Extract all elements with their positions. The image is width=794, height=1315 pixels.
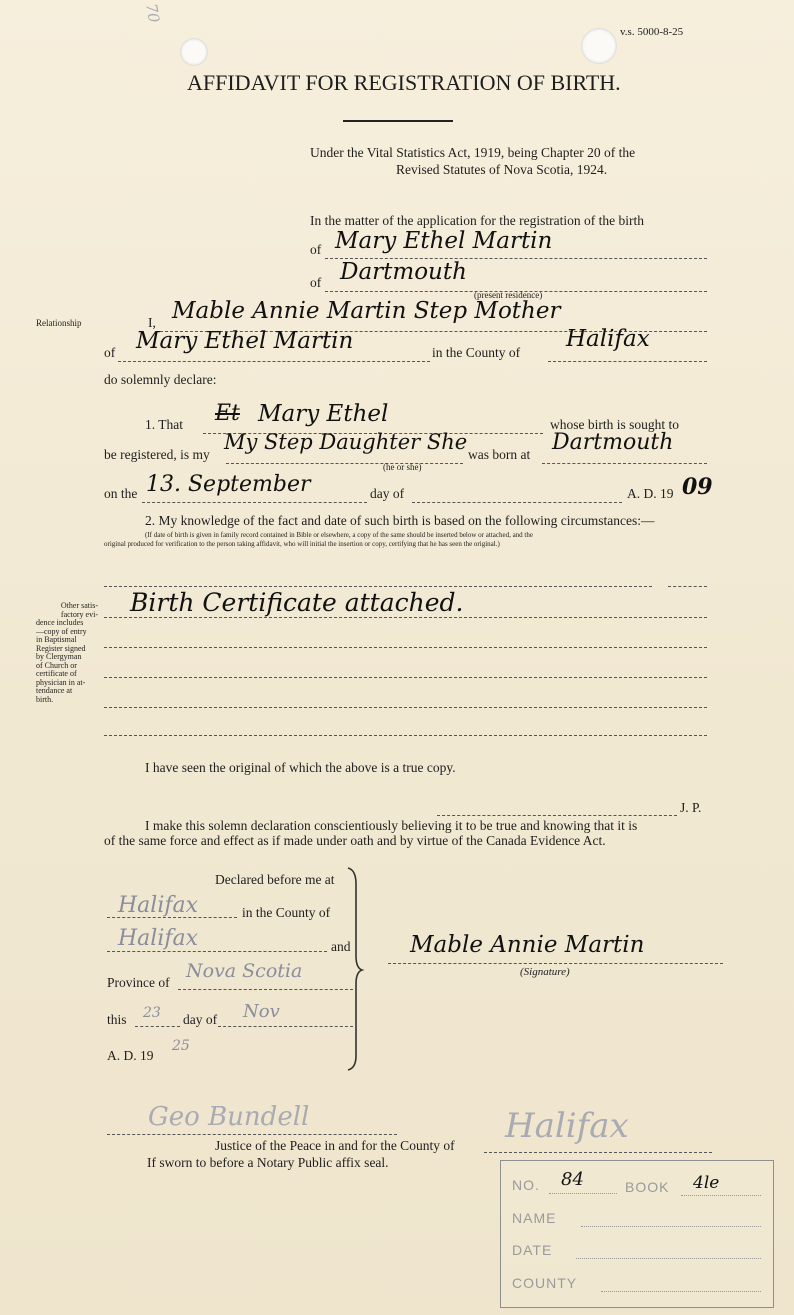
stamp-county-label: COUNTY — [512, 1275, 578, 1291]
province-value: Nova Scotia — [186, 960, 303, 982]
birth-day: 13. September — [146, 472, 311, 497]
justice-signature-line — [107, 1134, 397, 1135]
stamp-name-line — [581, 1226, 761, 1227]
margin-note-line: Register signed — [36, 643, 86, 653]
stamp-name-label: NAME — [512, 1210, 557, 1226]
residence-caption: (present residence) — [474, 290, 543, 300]
declarant-name-relationship: Mable Annie Martin Step Mother — [172, 298, 561, 324]
declared-county-label: in the County of — [242, 905, 331, 920]
evidence-text: Birth Certificate attached. — [130, 588, 464, 617]
residence: Dartmouth — [340, 259, 467, 285]
para2-text: 2. My knowledge of the fact and date of such birth is based on the following circumstances:— — [145, 513, 655, 528]
jp-label: J. P. — [680, 800, 702, 815]
declarant-signature: Mable Annie Martin — [410, 932, 645, 958]
day-line — [142, 502, 367, 503]
para1-struck: Et — [215, 401, 240, 426]
title-rule — [343, 120, 453, 122]
declared-ad: A. D. 19 — [107, 1048, 154, 1063]
born-at-line — [542, 463, 707, 464]
statute-line-1: Under the Vital Statistics Act, 1919, being Chapter 20 of the — [310, 145, 636, 160]
declared-day-of: day of — [183, 1012, 218, 1027]
declared-day: 23 — [143, 1005, 161, 1021]
para1-registered: be registered, is my — [104, 447, 210, 462]
declaration-brace — [346, 866, 366, 1072]
declared-year: 25 — [172, 1038, 190, 1054]
solemn-line-2: of the same force and effect as if made under oath and by virtue of the Canada Evidence Act. — [104, 833, 606, 848]
para1-relation: My Step Daughter She — [224, 430, 468, 454]
signature-caption: (Signature) — [520, 966, 570, 978]
para2-note-1: (If date of birth is given in family record contained in Bible or elsewhere, a copy of the same should be inserted below or attached, and the — [145, 531, 533, 539]
stamp-no-line — [549, 1193, 617, 1194]
form-title: AFFIDAVIT FOR REGISTRATION OF BIRTH. — [187, 70, 621, 95]
justice-county: Halifax — [505, 1106, 629, 1146]
margin-note-line: Other satis- — [60, 601, 98, 610]
stamp-date-label: DATE — [512, 1242, 553, 1258]
declared-county: Halifax — [118, 926, 199, 951]
stamp-book-value: 4le — [693, 1173, 720, 1193]
para1-whose: whose birth is sought to — [550, 417, 680, 432]
he-or-she-caption: (he or she) — [383, 462, 422, 472]
margin-note-line: certificate of — [36, 669, 77, 678]
declarant-of-value: Mary Ethel Martin — [136, 328, 354, 354]
province-label: Province of — [107, 975, 170, 990]
justice-signature: Geo Bundell — [148, 1102, 310, 1132]
declared-county-line — [107, 951, 327, 952]
para1-relation-line — [226, 463, 463, 464]
declared-day-line — [135, 1026, 180, 1027]
stamp-no-label: NO. — [512, 1177, 540, 1193]
para1-ad: A. D. 19 — [627, 486, 674, 501]
para1-that: 1. That — [145, 417, 183, 432]
declarant-i-label: I, — [148, 315, 156, 330]
notary-note: If sworn to before a Notary Public affix seal. — [147, 1155, 389, 1170]
margin-note-line: birth. — [36, 694, 54, 704]
justice-label: Justice of the Peace in and for the County of — [215, 1138, 455, 1153]
signature-line — [388, 963, 723, 964]
punch-hole-left — [180, 38, 208, 66]
matter-of-label: of — [310, 242, 322, 257]
month-line — [412, 502, 622, 503]
solemnly-declare: do solemnly declare: — [104, 372, 217, 387]
evidence-line-2 — [104, 617, 707, 618]
evidence-line-4 — [104, 677, 707, 678]
stamp-book-line — [681, 1195, 761, 1196]
margin-note-line: in Baptismal — [36, 635, 77, 644]
stamp-book-label: BOOK — [625, 1179, 670, 1195]
stamp-date-line — [576, 1258, 761, 1259]
para1-on-the: on the — [104, 486, 138, 501]
margin-note-line: —copy of entry — [36, 626, 87, 636]
relationship-label: Relationship — [36, 318, 82, 328]
evidence-line-6 — [104, 735, 707, 736]
evidence-line-3 — [104, 647, 707, 648]
statute-line-2: Revised Statutes of Nova Scotia, 1924. — [396, 162, 608, 177]
declarant-of-label: of — [104, 345, 116, 360]
declared-before: Declared before me at — [215, 872, 335, 887]
registry-stamp — [500, 1160, 774, 1308]
declarant-of-line — [118, 361, 430, 362]
para1-day-of: day of — [370, 486, 405, 501]
margin-note-line: tendance at — [36, 686, 73, 695]
county-label: in the County of — [432, 345, 521, 360]
margin-note-line: of Church or — [36, 660, 77, 670]
evidence-line-1b — [668, 586, 707, 587]
corner-mark: 70 — [142, 2, 164, 24]
child-name: Mary Ethel Martin — [335, 228, 553, 254]
evidence-margin-note — [36, 602, 98, 704]
evidence-line-1 — [104, 586, 652, 587]
stamp-county-line — [601, 1291, 761, 1292]
para2-note-2: original produced for verification to the person taking affidavit, who will initial the insertion or copy, certifying that he has seen the original.) — [104, 540, 500, 548]
declared-and: and — [331, 939, 351, 954]
seen-original: I have seen the original of which the above is a true copy. — [145, 760, 456, 775]
declared-this: this — [107, 1012, 127, 1027]
para1-born-at: was born at — [468, 447, 531, 462]
margin-note-line: factory evi- — [60, 609, 98, 619]
declared-place: Halifax — [118, 893, 199, 918]
margin-note-line: by Clergyman — [36, 652, 82, 661]
residence-of-label: of — [310, 275, 322, 290]
stamp-no-value: 84 — [561, 1169, 584, 1190]
jp-line — [437, 815, 677, 816]
evidence-line-5 — [104, 707, 707, 708]
birth-year: 09 — [682, 474, 713, 500]
punch-hole-right — [581, 28, 617, 64]
margin-note-line: physician in at- — [36, 677, 86, 687]
declarant-county: Halifax — [566, 326, 650, 352]
para1-child-name: Mary Ethel — [258, 401, 389, 427]
declared-month-line — [218, 1026, 353, 1027]
justice-county-line — [484, 1152, 712, 1153]
form-number: v.s. 5000-8-25 — [620, 26, 684, 38]
matter-intro: In the matter of the application for the registration of the birth — [310, 213, 645, 228]
declared-month: Nov — [243, 1001, 280, 1022]
birth-place: Dartmouth — [552, 430, 674, 455]
solemn-line-1: I make this solemn declaration conscientiously believing it to be true and knowing that it is — [145, 818, 638, 833]
county-line — [548, 361, 707, 362]
margin-note-line: dence includes — [36, 618, 84, 627]
province-line — [178, 989, 353, 990]
